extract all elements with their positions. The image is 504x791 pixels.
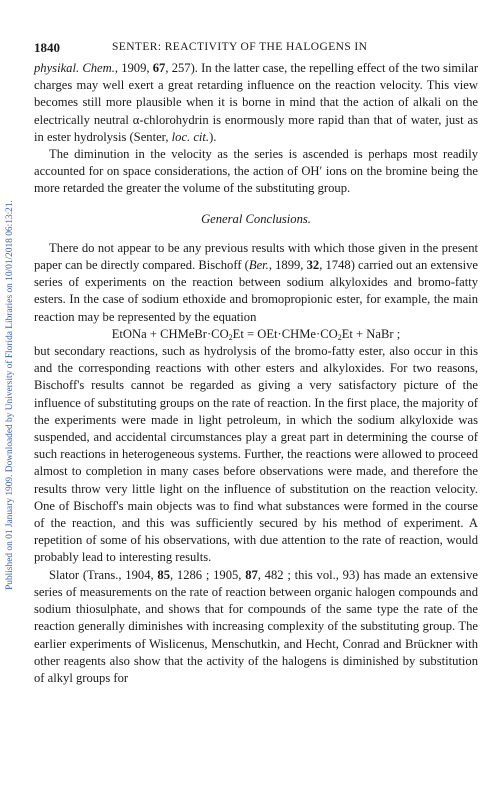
volume-number: 67 bbox=[152, 61, 166, 75]
chemical-equation: EtONa + $CHMeBr\cdot CO_2Et$ = $OEt\cdot CHMe\cdot CO_2Et$ + NaBr ; bbox=[111, 326, 401, 342]
volume-number: 32 bbox=[306, 258, 320, 273]
provenance-sidebar bbox=[0, 0, 20, 791]
journal-citation: physikal. Chem. bbox=[34, 61, 115, 75]
page-number: 1840 bbox=[34, 40, 60, 55]
paragraph-2: The diminution in the velocity as the series is ascended is perhaps most readily accounted for on space considerations, the action of OH′ ions on the bromine being the more retarded the greater the volume of the substituting group. bbox=[34, 147, 478, 196]
volume-number: 85 bbox=[157, 567, 170, 582]
provenance-text: Published on 01 January 1909. Downloaded by University of Florida Libraries on 10/01/2018 06:13:21. bbox=[5, 200, 15, 590]
section-heading: General Conclusions. bbox=[201, 211, 311, 226]
paragraph-1: physikal. Chem., 1909, 67, 257). In the latter case, the repelling effect of the two similar charges may well exert a great retarding influence on the reaction velocity. This view becomes still more plausible when it is borne in mind that the action of alkali on the electrically neutral α-chlorohydrin is enormously more rapid than that of water, just as in ester hydrolysis (Senter, loc. cit.). bbox=[34, 61, 479, 144]
running-head bbox=[34, 38, 478, 60]
running-title: SENTER: REACTIVITY OF THE HALOGENS IN bbox=[112, 41, 368, 53]
loc-cit: loc. cit. bbox=[171, 129, 210, 144]
paragraph-3: There do not appear to be any previous results with which those given in the present paper can be directly compared. Bischoff (Ber., 1899, 32, 1748) carried out an extensive series of experiments on the reaction between sodium alkyloxides and bromo-fatty esters. In the case of sodium ethoxide and bromopropionic ester, for example, the main reaction may be represented by the equation bbox=[34, 240, 479, 324]
body-text bbox=[34, 60, 478, 687]
page bbox=[34, 38, 478, 687]
paragraph-4: but secondary reactions, such as hydrolysis of the bromo-fatty ester, also occur in this and the corresponding reactions with other esters and alkyloxides. For two reasons, Bischoff's results cannot be regarded as giving a very satisfactory picture of the influence of substituting groups on the rate of reaction. In the first place, the majority of the experiments were made in light petroleum, in which the sodium alkyloxide was suspended, and accidental circumstances play a great part in determining the course of such reactions in heterogeneous systems. Further, the reactions were allowed to proceed almost to completion in many cases before observations were made, and therefore the results throw very little light on the influence of substitution on the reaction velocity. One of Bischoff's main objects was to find what substances were formed in the course of the reaction, and this was sufficiently secured by his method of experiment. A repetition of some of his observations, with due attention to the rate of reaction, would probably lead to interesting results. bbox=[34, 344, 478, 565]
paragraph-5: Slator (Trans., 1904, 85, 1286 ; 1905, 87, 482 ; this vol., 93) has made an extensive series of measurements on the rate of reaction between organic halogen compounds and sodium thiosulphate, and shows that for compounds of the same type the rate of the reaction generally diminishes with increasing complexity of the substituting group. The earlier experiments of Wislicenus, Menschutkin, and Hecht, Conrad and Brückner with other reagents also show that the activity of the halogens is diminished by substitution of alkyl groups for bbox=[34, 567, 478, 685]
volume-number: 87 bbox=[245, 567, 258, 582]
journal-reference: Ber. bbox=[248, 258, 269, 273]
